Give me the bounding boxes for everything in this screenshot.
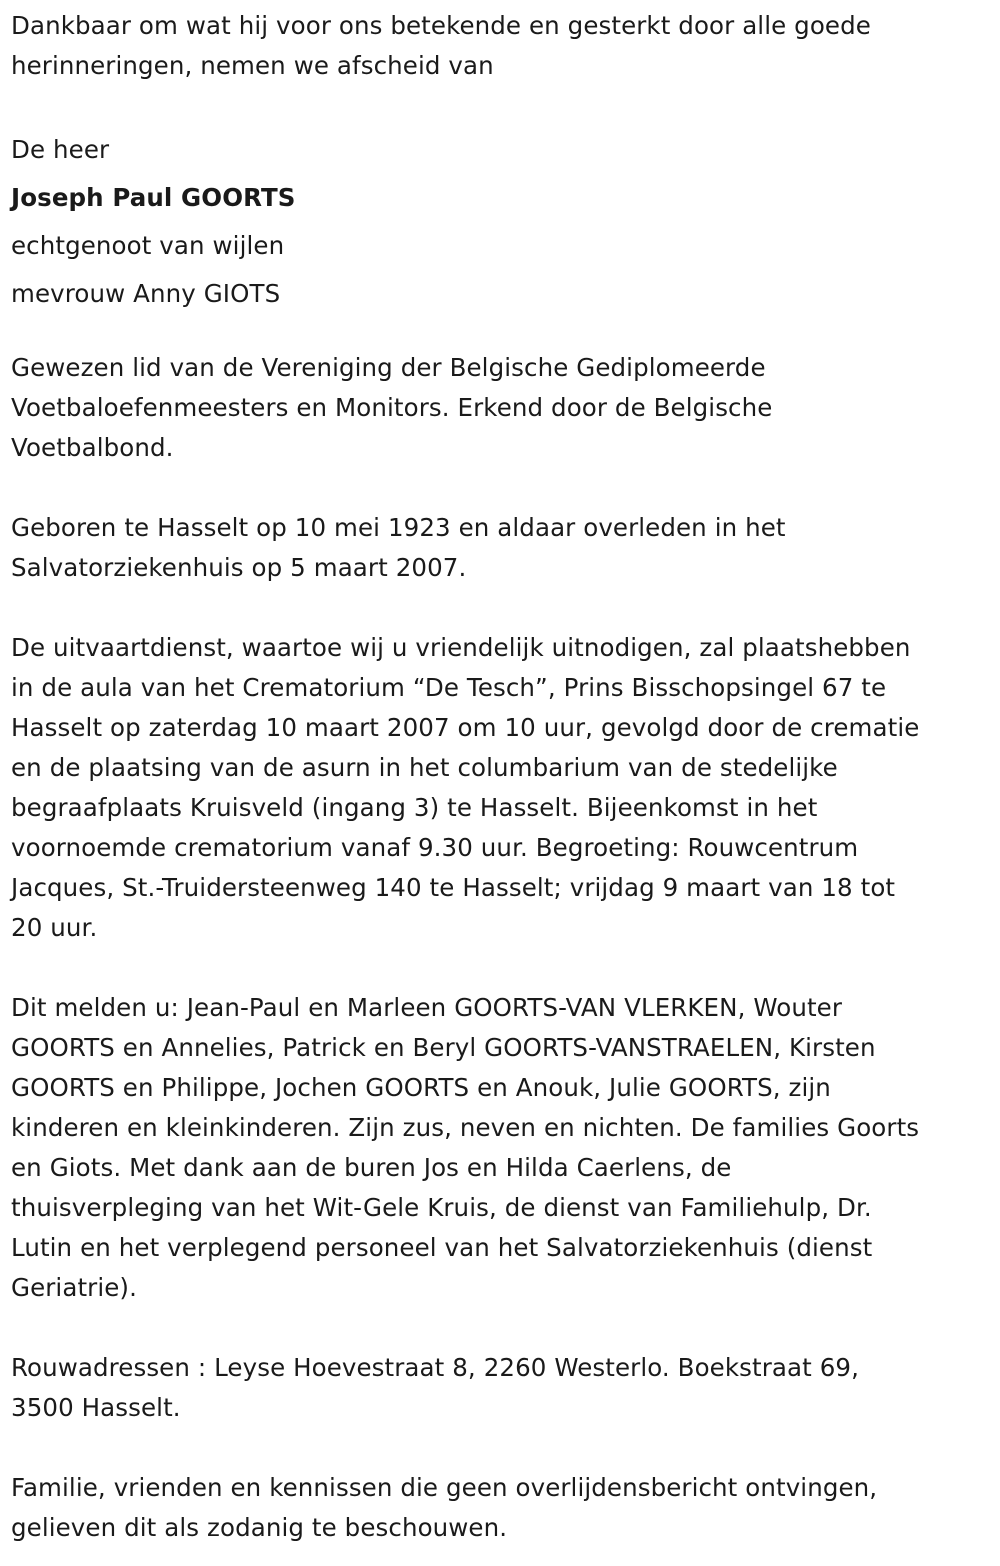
service-line: Jacques, St.-Truidersteenweg 140 te Hasselt; vrijdag 9 maart van 18 tot [11, 873, 896, 902]
intro-paragraph [11, 6, 991, 86]
family-line: kinderen en kleinkinderen. Zijn zus, neven en nichten. De families Goorts [11, 1113, 920, 1142]
address-line: Rouwadressen : Leyse Hoevestraat 8, 2260 Westerlo. Boekstraat 69, [11, 1353, 859, 1382]
service-line: begraafplaats Kruisveld (ingang 3) te Hasselt. Bijeenkomst in het [11, 793, 818, 822]
spacer [11, 468, 991, 508]
closing-line: Familie, vrienden en kennissen die geen overlijdensbericht ontvingen, [11, 1473, 878, 1502]
intro-line: Dankbaar om wat hij voor ons betekende en gesterkt door alle goede [11, 11, 871, 40]
family-line: en Giots. Met dank aan de buren Jos en Hilda Caerlens, de [11, 1153, 732, 1182]
birth-paragraph [11, 508, 991, 588]
service-line: in de aula van het Crematorium “De Tesch”, Prins Bisschopsingel 67 te [11, 673, 887, 702]
spacer [11, 1308, 991, 1348]
intro-line: herinneringen, nemen we afscheid van [11, 51, 494, 80]
addresses-paragraph [11, 1348, 991, 1428]
service-line: De uitvaartdienst, waartoe wij u vriendelijk uitnodigen, zal plaatshebben [11, 633, 911, 662]
service-line: 20 uur. [11, 913, 98, 942]
membership-line: Gewezen lid van de Vereniging der Belgische Gediplomeerde [11, 353, 766, 382]
membership-paragraph [11, 348, 991, 468]
family-paragraph [11, 988, 991, 1308]
family-line: Lutin en het verplegend personeel van het Salvatorziekenhuis (dienst [11, 1233, 873, 1262]
service-paragraph [11, 628, 991, 948]
obituary-notice [11, 6, 991, 1548]
birth-line: Salvatorziekenhuis op 5 maart 2007. [11, 553, 467, 582]
spouse-name: mevrouw Anny GIOTS [11, 279, 281, 308]
family-line: GOORTS en Philippe, Jochen GOORTS en Anouk, Julie GOORTS, zijn [11, 1073, 831, 1102]
service-line: voornoemde crematorium vanaf 9.30 uur. Begroeting: Rouwcentrum [11, 833, 859, 862]
address-line: 3500 Hasselt. [11, 1393, 181, 1422]
spacer [11, 588, 991, 628]
membership-line: Voetbaloefenmeesters en Monitors. Erkend door de Belgische [11, 393, 773, 422]
service-line: Hasselt op zaterdag 10 maart 2007 om 10 uur, gevolgd door de crematie [11, 713, 920, 742]
deceased-name: Joseph Paul GOORTS [11, 183, 296, 212]
closing-paragraph [11, 1468, 991, 1548]
spacer [11, 1428, 991, 1468]
membership-line: Voetbalbond. [11, 433, 174, 462]
service-line: en de plaatsing van de asurn in het columbarium van de stedelijke [11, 753, 838, 782]
spacer [11, 86, 991, 126]
family-line: Geriatrie). [11, 1273, 137, 1302]
family-line: thuisverpleging van het Wit-Gele Kruis, de dienst van Familiehulp, Dr. [11, 1193, 872, 1222]
salutation: De heer [11, 135, 110, 164]
birth-line: Geboren te Hasselt op 10 mei 1923 en aldaar overleden in het [11, 513, 786, 542]
spacer [11, 948, 991, 988]
relation-text: echtgenoot van wijlen [11, 231, 285, 260]
closing-line: gelieven dit als zodanig te beschouwen. [11, 1513, 508, 1542]
spacer [11, 318, 991, 348]
family-line: GOORTS en Annelies, Patrick en Beryl GOORTS-VANSTRAELEN, Kirsten [11, 1033, 876, 1062]
family-line: Dit melden u: Jean-Paul en Marleen GOORTS-VAN VLERKEN, Wouter [11, 993, 843, 1022]
